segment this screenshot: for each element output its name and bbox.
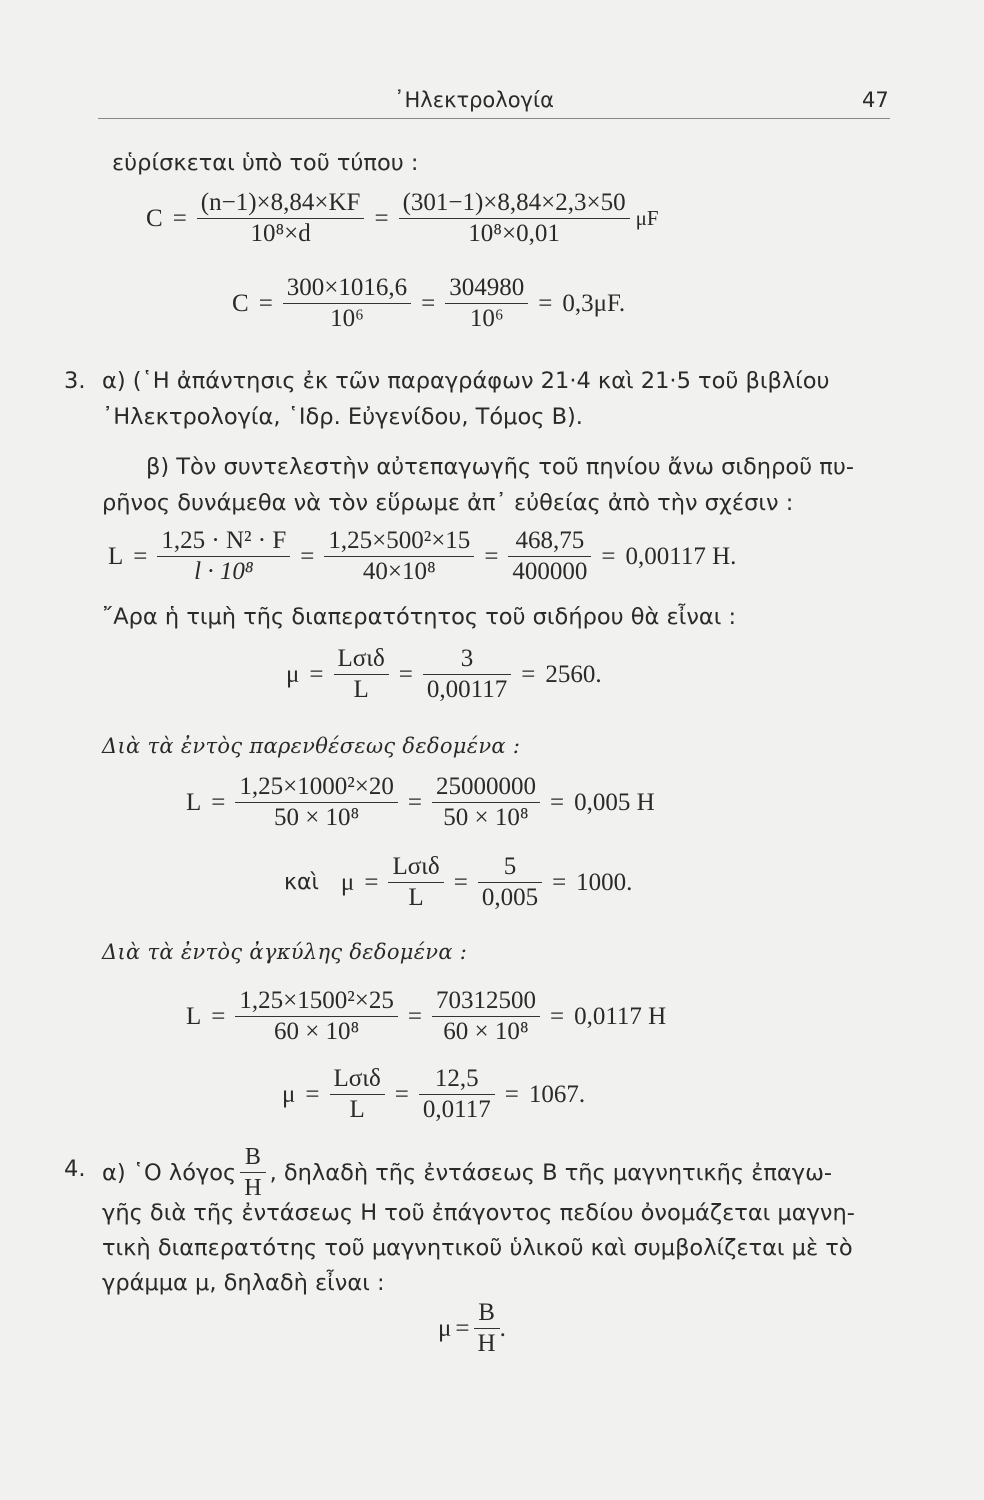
- heading-bracket-data: Διὰ τὰ ἐντὸς ἀγκύλης δεδομένα :: [102, 940, 468, 964]
- item4-line4: γράμμα μ, δηλαδὴ εἶναι :: [102, 1270, 385, 1296]
- eq6-result: 1000.: [576, 868, 633, 896]
- eq5-fraction-2: $\frac{25000000}{\text{50 × 10⁸}}$: [432, 772, 540, 833]
- eq3-result: 0,00117 H.: [625, 542, 737, 570]
- eq3-fraction-1: $\frac{\text{1,25 · N² · F}}{\text{l · 10⁸}}$: [157, 526, 290, 587]
- eq2-fraction-1: $\frac{300\times 1016,6}{\text{10⁶}}$: [283, 273, 411, 334]
- item3-a-line2: ᾿Ηλεκτρολογία, ῾Ιδρ. Εὐγενίδου, Τόμος Β).: [102, 404, 583, 430]
- eq1-fraction-2: $\frac{(301-1)\times 8,84\times 2,3\times 50}{\text{10⁸×0,01}}$: [399, 188, 630, 249]
- equation-permeability-3: μ = $\frac{\text{Lσιδ}}{L}$ = $\frac{12,5}{0,0117}$ = 1067.: [282, 1065, 586, 1124]
- eq3-fraction-3: $\frac{468,75}{400000}$: [508, 526, 591, 587]
- heading-parentheses-data: Διὰ τὰ ἐντὸς παρενθέσεως δεδομένα :: [102, 734, 521, 758]
- running-header-title: ᾿Ηλεκτρολογία: [394, 88, 554, 112]
- item3-b-line1: β) Τὸν συντελεστὴν αὐτεπαγωγῆς τοῦ πηνίου ἄνω σιδηροῦ πυ-: [146, 454, 854, 480]
- eq2-result: 0,3μF.: [562, 289, 626, 317]
- item4-line1: α) ῾Ο λόγος $\frac{B}{H}$ , δηλαδὴ τῆς ἐντάσεως Β τῆς μαγνητικῆς ἐπαγω-: [102, 1144, 833, 1202]
- eq7-fraction-2: $\frac{70312500}{\text{60 × 10⁸}}$: [432, 986, 540, 1047]
- eq1-fraction-1: $\frac{(n-1)\times 8,84\times KF}{\text{10⁸×d}}$: [197, 188, 365, 249]
- equation-permeability-1: μ = $\frac{\text{Lσιδ}}{L}$ = $\frac{3}{0,00117}$ = 2560.: [286, 645, 602, 704]
- eq6-fraction-2: $\frac{5}{0,005}$: [478, 852, 542, 913]
- eq4-fraction-1: $\frac{\text{Lσιδ}}{L}$: [334, 644, 389, 705]
- eq3-fraction-2: $\frac{\text{1,25×500²×15}}{\text{40×10⁸}}$: [324, 526, 474, 587]
- item3-b-line2: ρῆνος δυνάμεθα νὰ τὸν εὕρωμε ἀπ᾿ εὐθείας ἀπὸ τὴν σχέσιν :: [102, 490, 794, 516]
- equation-inductance-3: L = $\frac{\text{1,25×1500²×25}}{\text{60 × 10⁸}}$ = $\frac{70312500}{\text{60 × 10⁸}}$ = 0,0117 H: [186, 987, 667, 1046]
- equation-capacitance-1: C = $\frac{(n-1)\times 8,84\times KF}{\text{10⁸×d}}$ = $\frac{(301-1)\times 8,84\times 2,3\times 50}{\text{10⁸×0,01}}$ μF: [146, 189, 659, 248]
- eq7-fraction-1: $\frac{\text{1,25×1500²×25}}{\text{60 × 10⁸}}$: [235, 986, 397, 1047]
- eq9-fraction: $\frac{B}{H}$: [474, 1298, 500, 1359]
- eq4-fraction-2: $\frac{3}{0,00117}$: [423, 644, 511, 705]
- item4-number: 4.: [64, 1156, 86, 1182]
- page-number: 47: [862, 88, 889, 112]
- eq6-fraction-1: $\frac{\text{Lσιδ}}{L}$: [388, 852, 443, 913]
- permeability-intro: ῎Αρα ἡ τιμὴ τῆς διαπερατότητος τοῦ σιδήρου θὰ εἶναι :: [102, 604, 737, 630]
- eq2-fraction-2: $\frac{304980}{\text{10⁶}}$: [445, 273, 528, 334]
- eq4-result: 2560.: [545, 660, 602, 688]
- equation-inductance-2: L = $\frac{\text{1,25×1000²×20}}{\text{50 × 10⁸}}$ = $\frac{25000000}{\text{50 × 10⁸}}$ = 0,005 H: [186, 773, 655, 832]
- eq1-lhs: C: [146, 204, 163, 232]
- eq1-unit: μF: [635, 206, 659, 231]
- eq5-result: 0,005 H: [574, 788, 655, 816]
- item3-number: 3.: [64, 368, 86, 394]
- eq8-fraction-2: $\frac{12,5}{0,0117}$: [419, 1064, 495, 1125]
- eq8-result: 1067.: [528, 1080, 586, 1108]
- eq5-fraction-1: $\frac{\text{1,25×1000²×20}}{\text{50 × 10⁸}}$: [235, 772, 397, 833]
- item4-line3: τικὴ διαπερατότης τοῦ μαγνητικοῦ ὑλικοῦ καὶ συμβολίζεται μὲ τὸ: [102, 1235, 853, 1261]
- equation-capacitance-2: C = $\frac{300\times 1016,6}{\text{10⁶}}$ = $\frac{304980}{\text{10⁶}}$ = 0,3μF.: [232, 274, 626, 333]
- item3-a-line1: α) (῾Η ἀπάντησις ἐκ τῶν παραγράφων 21·4 καὶ 21·5 τοῦ βιβλίου: [102, 368, 830, 394]
- item4-ratio-fraction: $\frac{B}{H}$: [240, 1142, 265, 1203]
- eq7-result: 0,0117 H: [574, 1002, 667, 1030]
- header-rule: [98, 118, 890, 119]
- equation-permeability-2: καὶ μ = $\frac{\text{Lσιδ}}{L}$ = $\frac{5}{0,005}$ = 1000.: [284, 853, 633, 912]
- equation-inductance-iron: L = $\frac{\text{1,25 · N² · F}}{\text{l · 10⁸}}$ = $\frac{\text{1,25×500²×15}}{\text{40×10⁸}}$ = $\frac{468,75}{400000}$ = 0,00117 H.: [108, 527, 737, 586]
- intro-text: εὑρίσκεται ὑπὸ τοῦ τύπου :: [112, 150, 419, 176]
- equation-permeability-definition: μ = $\frac{B}{H}$ .: [438, 1299, 506, 1358]
- item4-line2: γῆς διὰ τῆς ἐντάσεως Η τοῦ ἐπάγοντος πεδίου ὀνομάζεται μαγνη-: [102, 1200, 855, 1226]
- eq8-fraction-1: $\frac{\text{Lσιδ}}{L}$: [330, 1064, 385, 1125]
